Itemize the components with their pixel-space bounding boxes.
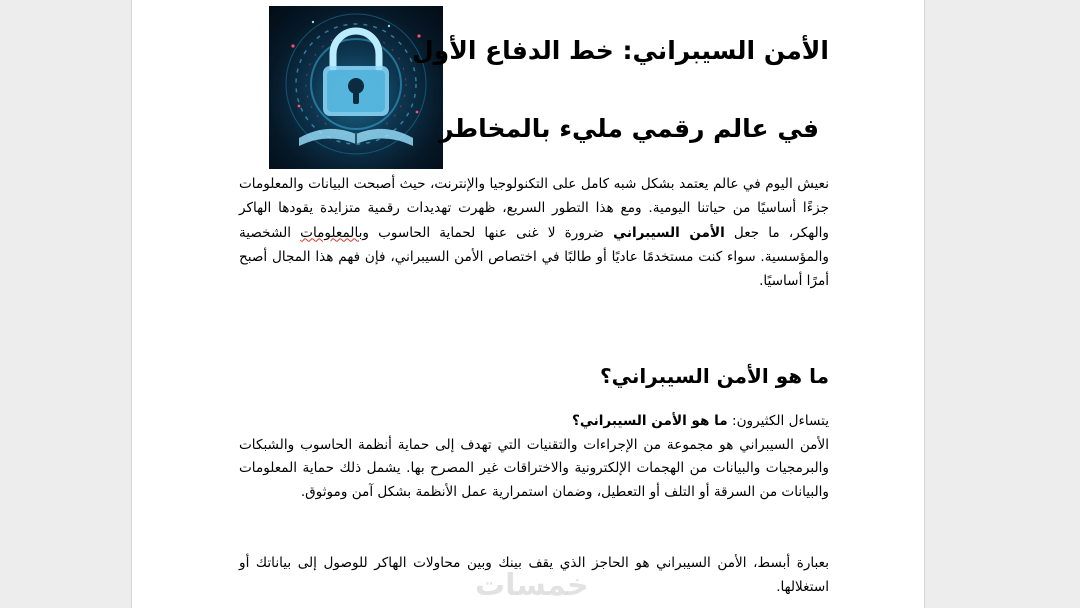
- watermark-logo: خمسات: [475, 568, 589, 603]
- definition-question-bold: ما هو الأمن السيبراني؟: [572, 413, 728, 429]
- intro-paragraph: [239, 172, 829, 293]
- simple-definition-paragraph: بعبارة أبسط، الأمن السيبراني هو الحاجز الذي يقف بينك وبين محاولات الهاكر للوصول إلى بياناتك أو استغلالها.: [239, 555, 829, 596]
- definition-question-prefix: يتساءل الكثيرون:: [727, 413, 829, 429]
- document-title-line-1: الأمن السيبراني: خط الدفاع الأول: [411, 36, 829, 65]
- document-page: [131, 0, 925, 608]
- definition-paragraph: [239, 410, 829, 505]
- intro-text-start: نعيش اليوم في عالم يعتمد بشكل شبه كامل على التكنولوجيا والإنترنت، حيث أصبحت البيانات والمعلومات جزءًا أساسيًا من حياتنا اليومية. ومع هذا التطور السريع، ظهرت تهديدات رقمية متزايدة يقودها الهاكر والهكر، ما جعل: [239, 176, 829, 241]
- definition-body: الأمن السيبراني هو مجموعة من الإجراءات والتقنيات التي تهدف إلى حماية أنظمة الحاسوب والشبكات والبرمجيات والبيانات من الهجمات الإلكترونية والاختراقات غير المصرح بها. يشمل ذلك حماية المعلومات والبيانات من السرقة أو التلف أو التعطيل، وضمان استمرارية عمل الأنظمة بشكل آمن وموثوق.: [239, 436, 829, 501]
- intro-text-middle: ضرورة لا غنى عنها لحماية الحاسوب و: [362, 224, 614, 241]
- spellcheck-flagged-word[interactable]: بالمعلومات: [300, 224, 363, 241]
- intro-text-end: الشخصية والمؤسسية. سواء كنت مستخدمًا عاديًا أو طالبًا في اختصاص الأمن السيبراني، فإن فهم هذا المجال أصبح أمرًا أساسيًا.: [239, 224, 829, 290]
- intro-bold-term: الأمن السيبراني: [613, 224, 725, 241]
- padlock-on-book-icon: [269, 6, 443, 169]
- document-title-line-2: في عالم رقمي مليء بالمخاطر: [439, 114, 819, 143]
- section-heading: ما هو الأمن السيبراني؟: [599, 364, 829, 388]
